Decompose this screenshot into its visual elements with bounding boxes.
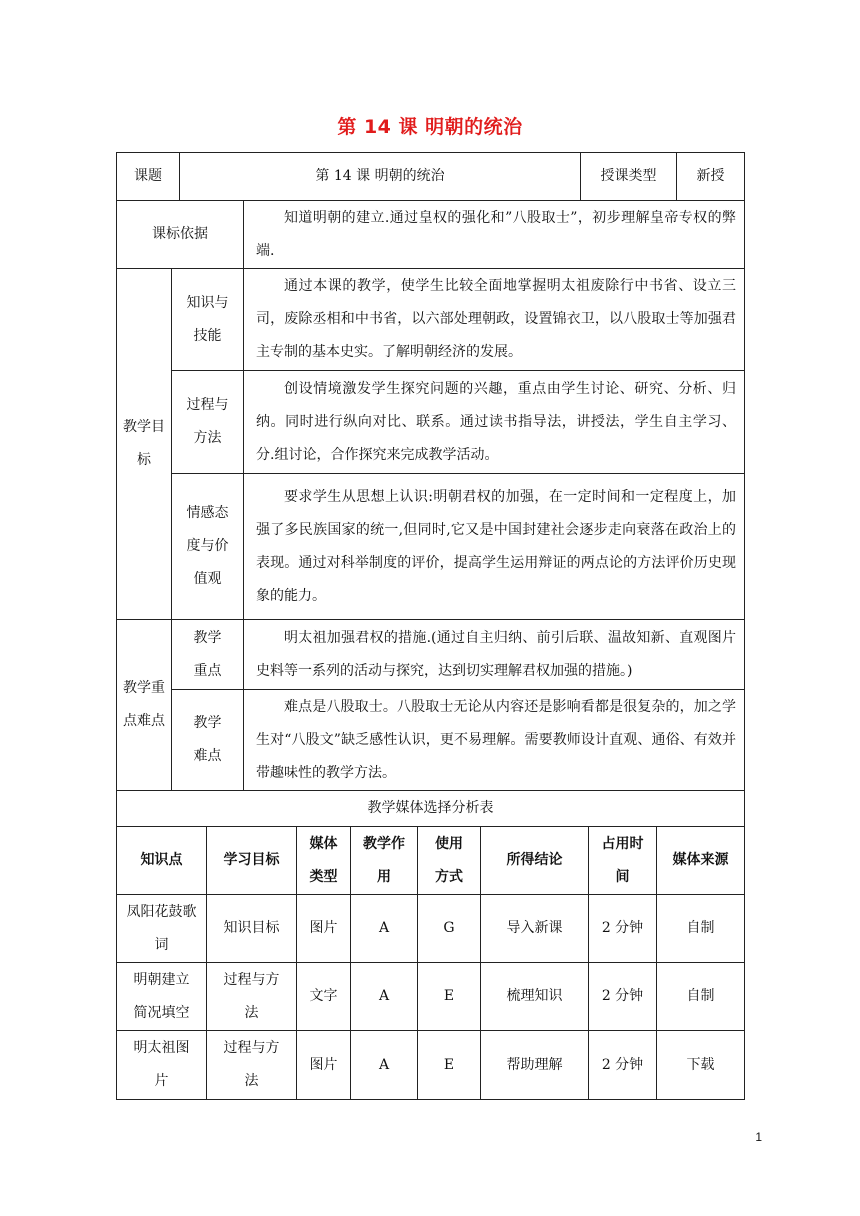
media-header: 学习目标 [206,826,297,895]
media-header: 所得结论 [480,826,589,895]
media-cell: 2 分钟 [588,1030,657,1100]
media-cell: 帮助理解 [480,1030,589,1100]
goals-label: 教学目标 [116,268,172,620]
media-cell: A [350,962,418,1031]
lesson-type-value: 新授 [676,152,745,201]
media-header: 占用时间 [588,826,657,895]
media-header: 媒体类型 [296,826,351,895]
goal-label-knowledge: 知识与技能 [171,268,244,371]
keypoint-text-focus: 明太祖加强君权的措施.(通过自主归纳、前引后联、温故知新、直观图片史料等一系列的活动与探究，达到切实理解君权加强的措施。) [243,619,745,690]
media-cell: 图片 [296,894,351,963]
goal-label-process: 过程与方法 [171,370,244,474]
media-cell: 导入新课 [480,894,589,963]
lesson-plan-table [116,152,745,1100]
media-header: 使用方式 [417,826,481,895]
page-number: 1 [755,1130,762,1144]
goal-label-attitude: 情感态度与价值观 [171,473,244,620]
media-cell: 凤阳花鼓歌词 [116,894,207,963]
page-title: 第 14 课 明朝的统治 [337,116,523,138]
media-cell: 图片 [296,1030,351,1100]
media-cell: 文字 [296,962,351,1031]
keypoint-text-difficulty: 难点是八股取士。八股取士无论从内容还是影响看都是很复杂的，加之学生对“八股文”缺乏感性认识，更不易理解。需要教师设计直观、通俗、有效并带趣味性的教学方法。 [243,689,745,791]
media-cell: A [350,894,418,963]
keypoints-label: 教学重点难点 [116,619,172,791]
media-cell: 过程与方法 [206,1030,297,1100]
standard-label: 课标依据 [116,200,244,269]
media-cell: 2 分钟 [588,894,657,963]
media-cell: 下载 [656,1030,745,1100]
media-cell: 明太祖图片 [116,1030,207,1100]
media-cell: 明朝建立简况填空 [116,962,207,1031]
media-cell: E [417,962,481,1031]
topic-value: 第 14 课 明朝的统治 [179,152,581,201]
goal-text-attitude: 要求学生从思想上认识:明朝君权的加强，在一定时间和一定程度上，加强了多民族国家的统一,但同时,它又是中国封建社会逐步走向衰落在政治上的表现。通过对科举制度的评价，提高学生运用辩证的两点论的方法评价历史现象的能力。 [243,473,745,620]
goal-text-knowledge: 通过本课的教学，使学生比较全面地掌握明太祖废除行中书省、设立三司，废除丞相和中书省，以六部处理朝政，设置锦衣卫，以八股取士等加强君主专制的基本史实。了解明朝经济的发展。 [243,268,745,371]
media-cell: 2 分钟 [588,962,657,1031]
keypoint-label-difficulty: 教学难点 [171,689,244,791]
media-cell: A [350,1030,418,1100]
keypoint-label-focus: 教学重点 [171,619,244,690]
media-table-caption: 教学媒体选择分析表 [116,790,745,827]
goal-text-process: 创设情境激发学生探究问题的兴趣，重点由学生讨论、研究、分析、归纳。同时进行纵向对比、联系。通过读书指导法，讲授法，学生自主学习、分.组讨论，合作探究来完成教学活动。 [243,370,745,474]
standard-text: 知道明朝的建立.通过皇权的强化和”八股取士”，初步理解皇帝专权的弊端. [243,200,745,269]
media-header: 教学作用 [350,826,418,895]
topic-label: 课题 [116,152,180,201]
media-cell: G [417,894,481,963]
media-cell: 自制 [656,962,745,1031]
media-cell: E [417,1030,481,1100]
media-header: 媒体来源 [656,826,745,895]
media-cell: 梳理知识 [480,962,589,1031]
media-cell: 知识目标 [206,894,297,963]
media-header: 知识点 [116,826,207,895]
media-cell: 过程与方法 [206,962,297,1031]
lesson-type-label: 授课类型 [580,152,677,201]
media-cell: 自制 [656,894,745,963]
